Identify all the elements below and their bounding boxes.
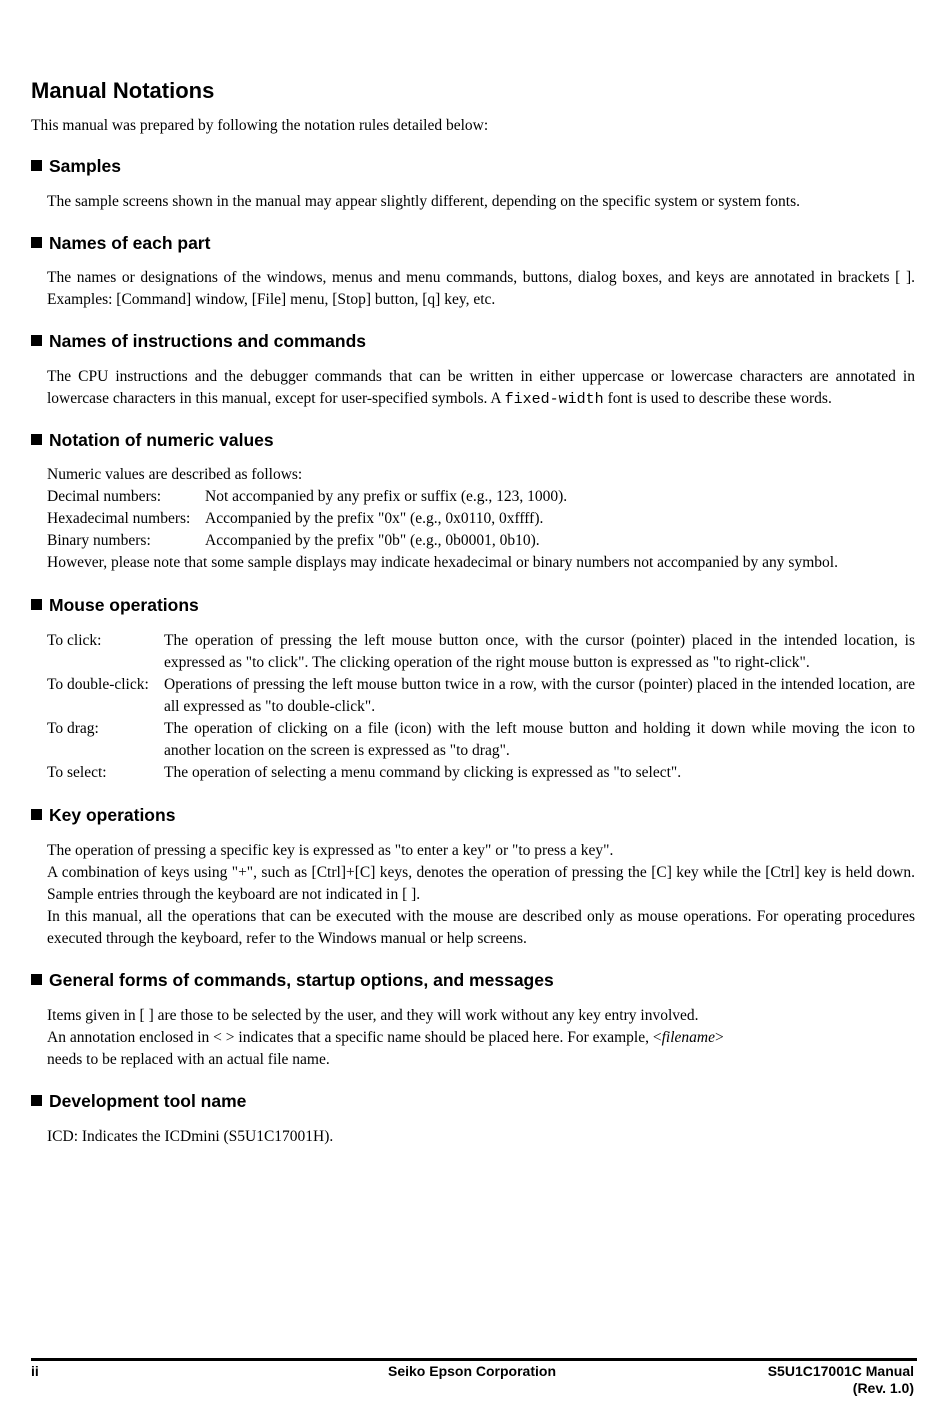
footer-manual-info (768, 1363, 914, 1397)
key-text-1: The operation of pressing a specific key is expressed as "to enter a key" or "to press a key". (47, 842, 614, 859)
bullet-square-icon (31, 599, 42, 610)
footer-divider (31, 1358, 917, 1361)
mouse-row: To double-click: Operations of pressing the left mouse button twice in a row, with the cursor (pointer) placed in the intended location, are all expressed as "to double-click". (47, 676, 915, 715)
general-text-1: Items given in [ ] are those to be selected by the user, and they will work without any key entry involved. (47, 1007, 699, 1024)
numeric-row: Hexadecimal numbers: Accompanied by the prefix "0x" (e.g., 0x0110, 0xffff). (47, 510, 544, 527)
samples-text: The sample screens shown in the manual may appear slightly different, depending on the specific system or system fonts. (47, 193, 800, 210)
page-title: Manual Notations (31, 78, 215, 103)
mouse-row: To select: The operation of selecting a menu command by clicking is expressed as "to select". (47, 764, 682, 781)
section-names-of-each-part-body (47, 267, 915, 311)
heading-key-operations: Key operations (31, 805, 175, 826)
names-of-each-part-text: The names or designations of the windows, menus and menu commands, buttons, dialog boxes, and keys are annotated in brackets [ ]. Examples: [Command] window, [File] menu, [Stop] button, [q] key, etc. (47, 269, 915, 308)
bullet-square-icon (31, 434, 42, 445)
bullet-square-icon (31, 1095, 42, 1106)
intro-text: This manual was prepared by following the notation rules detailed below: (31, 117, 489, 134)
heading-mouse-operations: Mouse operations (31, 595, 199, 616)
key-text-3: In this manual, all the operations that can be executed with the mouse are described only as mouse operations. For operating procedures executed through the keyboard, refer to the Windows manual or help screens. (47, 908, 915, 947)
heading-instructions-commands: Names of instructions and commands (31, 331, 366, 352)
section-samples-body (47, 191, 915, 213)
key-text-2: A combination of keys using "+", such as [Ctrl]+[C] keys, denotes the operation of pressing the [C] key while the [Ctrl] key is held down. Sample entries through the keyboard are not indicated in [ ]. (47, 864, 915, 903)
fixed-width-sample: fixed-width (504, 391, 604, 408)
heading-development-tool: Development tool name (31, 1091, 246, 1112)
footer-manual-name: S5U1C17001C Manual (767, 1363, 914, 1379)
numeric-note: However, please note that some sample displays may indicate hexadecimal or binary numbers not accompanied by any symbol. (47, 554, 838, 571)
bullet-square-icon (31, 335, 42, 346)
section-instructions-body (47, 366, 915, 411)
devtool-text: ICD: Indicates the ICDmini (S5U1C17001H). (47, 1128, 334, 1145)
general-text-2: An annotation enclosed in < > indicates that a specific name should be placed here. For example, <filename> (47, 1029, 724, 1046)
bullet-square-icon (31, 974, 42, 985)
bullet-square-icon (31, 809, 42, 820)
footer-company: Seiko Epson Corporation (387, 1363, 556, 1379)
heading-names-of-each-part: Names of each part (31, 233, 210, 254)
section-numeric-body (47, 464, 915, 574)
general-text-3: needs to be replaced with an actual file name. (47, 1051, 330, 1068)
bullet-square-icon (31, 160, 42, 171)
mouse-row: To click: The operation of pressing the left mouse button once, with the cursor (pointer) placed in the intended location, is expressed as "to click". The clicking operation of the right mouse button is expressed as "to right-click". (47, 632, 915, 671)
numeric-lead: Numeric values are described as follows: (47, 466, 303, 483)
section-mouse-body (47, 630, 915, 784)
section-devtool-body (47, 1126, 915, 1148)
section-key-body (47, 840, 915, 950)
bullet-square-icon (31, 237, 42, 248)
numeric-row: Binary numbers: Accompanied by the prefix "0b" (e.g., 0b0001, 0b10). (47, 532, 540, 549)
heading-samples: Samples (31, 156, 121, 177)
footer-revision: (Rev. 1.0) (852, 1380, 914, 1396)
filename-placeholder: filename (661, 1029, 715, 1046)
footer-page-number: ii (31, 1363, 39, 1379)
section-general-body (47, 1005, 915, 1071)
instructions-text: The CPU instructions and the debugger commands that can be written in either uppercase or lowercase characters are annotated in lowercase characters in this manual, except for user-specified symbols. A fixed-width font is used to describe these words. (47, 368, 915, 408)
heading-general-forms: General forms of commands, startup options, and messages (31, 970, 554, 991)
heading-numeric-values: Notation of numeric values (31, 430, 274, 451)
mouse-row: To drag: The operation of clicking on a file (icon) with the left mouse button and holding it down while moving the icon to another location on the screen is expressed as "to drag". (47, 720, 915, 759)
numeric-row: Decimal numbers: Not accompanied by any prefix or suffix (e.g., 123, 1000). (47, 488, 568, 505)
